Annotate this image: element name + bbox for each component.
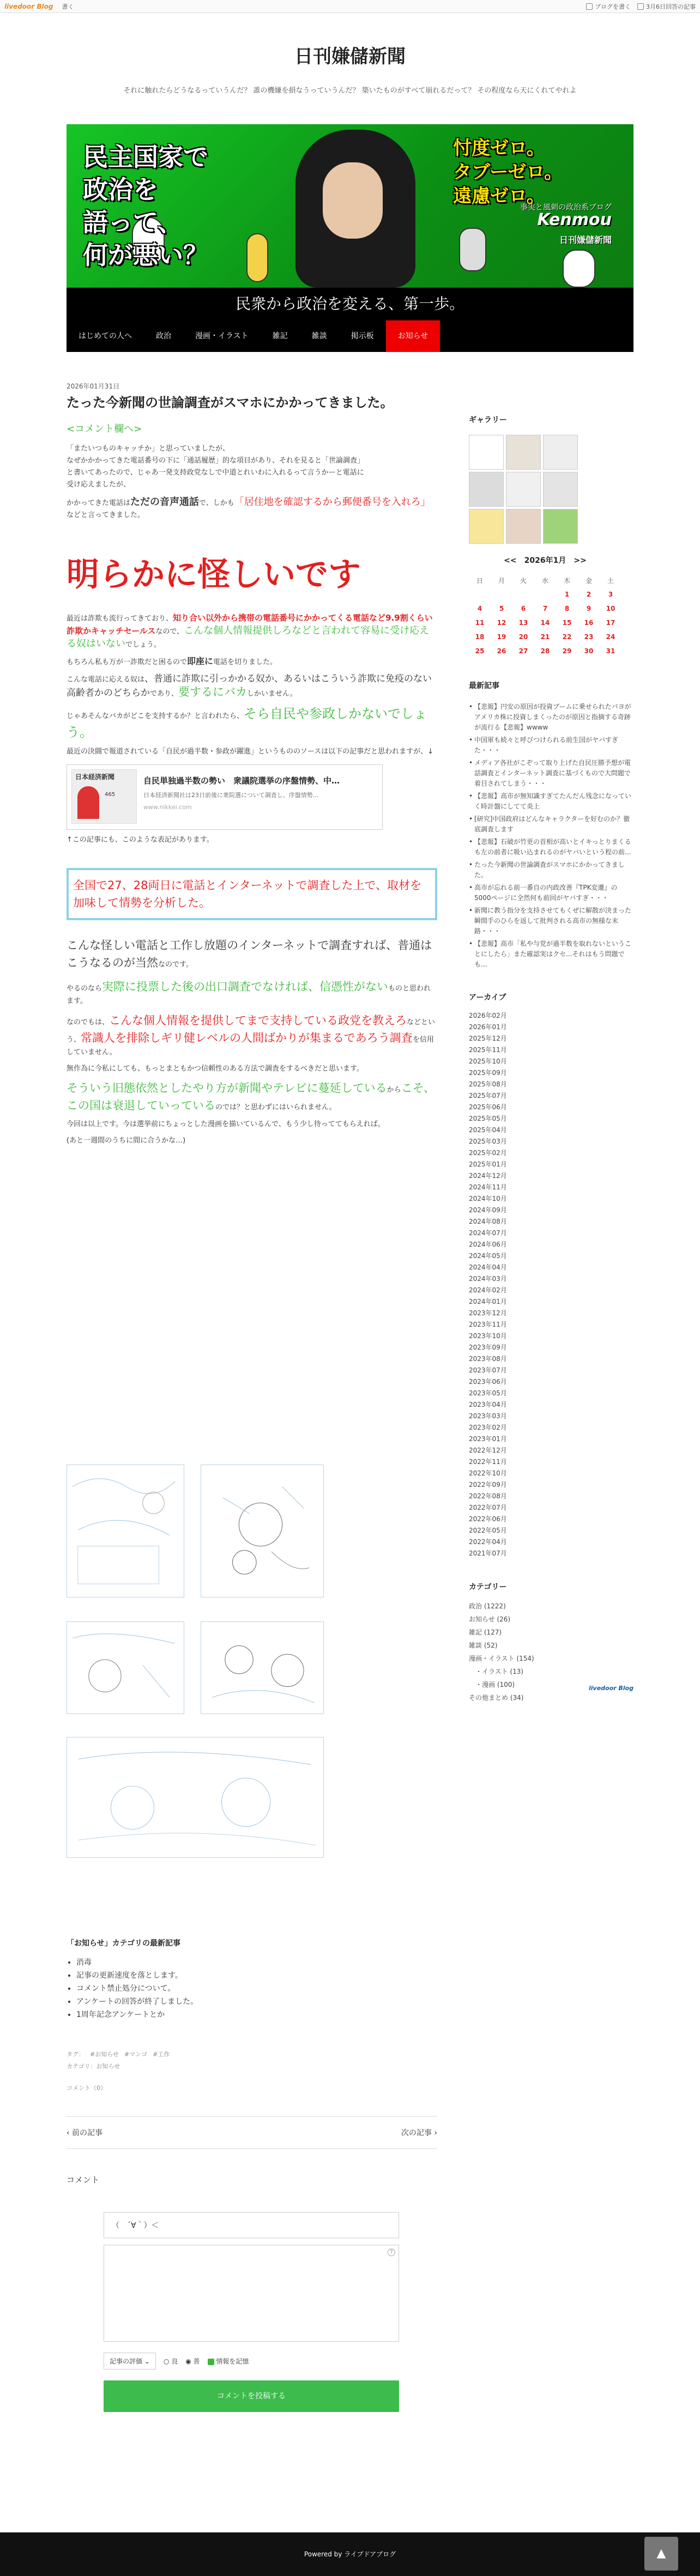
paragraph: ↑この記事にも、このような表記があります。	[67, 836, 214, 844]
text: なのでもは、	[67, 1018, 110, 1026]
archive-item[interactable]: 2022年09月	[469, 1481, 507, 1489]
calendar-nav[interactable]: << 2026年1月 >>	[504, 556, 587, 565]
recent-item[interactable]: • たった今新聞の世論調査がスマホにかかってきました。	[469, 860, 633, 880]
cal-date[interactable]: 8	[564, 605, 570, 612]
paragraph	[67, 496, 437, 521]
nav-chat[interactable]: 雑談	[311, 332, 327, 341]
cal-day: 土	[607, 576, 614, 585]
cal-date[interactable]: 18	[475, 633, 485, 641]
category-label[interactable]: カテゴリ：お知らせ	[67, 2063, 120, 2070]
logo-sub: Blog	[37, 2, 53, 10]
banner-slogan: 遠慮ゼロ。	[453, 185, 545, 207]
cal-date[interactable]: 28	[540, 647, 550, 655]
text: じゃあそんなバカがどこを支持するか？と言われたら、	[67, 712, 244, 720]
archive-item[interactable]: 2023年03月	[469, 1412, 507, 1420]
cal-day: 木	[563, 576, 570, 585]
archive-item[interactable]: 2024年03月	[469, 1275, 507, 1283]
archive-item[interactable]: 2023年12月	[469, 1309, 507, 1317]
paragraph	[67, 1012, 437, 1059]
tag-link[interactable]: #マンゴ	[124, 2051, 148, 2058]
archive-item[interactable]: 2023年09月	[469, 1344, 507, 1351]
gallery-grid	[469, 435, 633, 544]
archive-item[interactable]: 2022年04月	[469, 1538, 507, 1546]
cal-date[interactable]: 10	[606, 605, 615, 612]
banner-left-text	[83, 141, 208, 271]
archive-item[interactable]: 2025年01月	[469, 1161, 507, 1168]
write-blog-label: ブログを書く	[595, 3, 631, 10]
cal-date[interactable]: 7	[542, 605, 548, 612]
text-green: こそ、この国は衰退していっている	[67, 1082, 436, 1112]
nav-manga[interactable]: 漫画・イラスト	[195, 332, 249, 341]
archive-item[interactable]: 2022年05月	[469, 1527, 507, 1534]
archive-item[interactable]: 2024年07月	[469, 1229, 507, 1237]
category-item[interactable]: ・漫画 (100)	[475, 1681, 515, 1688]
livedoor-logo[interactable]	[4, 3, 53, 10]
recent-item[interactable]: • 【悲報】石破が竹更の首相が高いとイキっとりまくるも左の前者に吸い込まれるのがヤバいという程の前...	[469, 837, 633, 858]
archive-item[interactable]: 2022年12月	[469, 1447, 507, 1454]
archive-item[interactable]: 2022年07月	[469, 1504, 507, 1511]
banner-tagline: 民衆から政治を変える、第一歩。	[67, 288, 633, 320]
text: のでは？と思わずにはいられません。	[215, 1103, 336, 1111]
recent-item[interactable]: • [研究]中国政府はどんなキャラクターを好むのか？徹底調査します	[469, 814, 633, 835]
archive-item[interactable]: 2022年06月	[469, 1515, 507, 1523]
cal-date[interactable]: 2	[586, 591, 592, 598]
next-post-link[interactable]: 次の記事 ›	[401, 2129, 437, 2137]
cal-date[interactable]: 3	[608, 591, 613, 598]
cal-day: 日	[476, 576, 483, 585]
logo-main: livedoor	[4, 2, 35, 10]
checkbox-icon	[208, 2359, 214, 2365]
post-title[interactable]: たった今新聞の世論調査がスマホにかかってきました。	[67, 395, 394, 410]
site-title[interactable]: 日刊嫌儲新聞	[294, 46, 406, 68]
category-item[interactable]: 漫画・イラスト (154)	[469, 1655, 534, 1662]
paragraph: と書いてあったので、じゃあ一発支持政党なしで中道とれいわに入れるって言うかーと電話に	[67, 469, 364, 477]
archive-item[interactable]: 2025年04月	[469, 1126, 507, 1134]
recent-list	[469, 702, 633, 970]
archive-item[interactable]: 2024年05月	[469, 1252, 507, 1260]
link-card-title[interactable]: 自民単独過半数の勢い 衆議院選挙の序盤情勢、中…	[143, 776, 340, 786]
notice-item[interactable]: • 記事の更新速度を落とします。	[76, 1969, 437, 1982]
cal-date[interactable]: 9	[586, 605, 592, 612]
text: もちろん私も万が一詐欺だと困るので	[67, 658, 188, 666]
paragraph	[67, 937, 437, 974]
text: こんな電話に応える奴は	[67, 676, 145, 684]
calendar-table	[469, 573, 621, 658]
banner-line: 民主国家で	[83, 142, 208, 172]
text-green: こんな個人情報提供しろなどと言われて容易に受け応える奴はいない	[67, 625, 430, 649]
archive-item[interactable]: 2025年11月	[469, 1046, 507, 1054]
text: であり、	[150, 690, 179, 698]
archive-item[interactable]: 2022年10月	[469, 1469, 507, 1477]
link-card-info	[143, 769, 340, 825]
archive-item[interactable]: 2025年12月	[469, 1035, 507, 1042]
sidebar	[469, 381, 633, 1702]
cal-date[interactable]: 15	[562, 619, 572, 627]
paragraph: 無作為に今私にしても、もっとまともかつ信頼性のある方法で調査をするべきだと思います。	[67, 1065, 364, 1073]
paragraph: なぜかかかってきた電話番号の下に「通話履歴」的な項目があり、それを見ると「世論調査」	[67, 457, 365, 465]
paragraph	[67, 612, 437, 651]
quote-box: 全国で27、28両日に電話とインターネットで調査した上で、取材を加味して情勢を分析した。	[67, 868, 437, 920]
cal-day: 水	[541, 576, 548, 585]
paragraph: 受け応えましたが、	[67, 481, 131, 489]
text-bold: ただの音声通話	[130, 496, 200, 508]
tags-area	[67, 2049, 437, 2094]
nav-notice[interactable]: お知らせ	[386, 320, 440, 352]
comment-body-textarea[interactable]	[104, 2245, 399, 2342]
submit-comment-button[interactable]: コメントを投稿する	[104, 2380, 399, 2412]
cal-day: 金	[585, 576, 592, 585]
thumb-shape	[77, 786, 99, 819]
archive-item[interactable]: 2025年08月	[469, 1080, 507, 1088]
nav-beginners[interactable]: はじめての人へ	[79, 332, 132, 341]
paragraph: 今回は以上です。今は選挙前にちょっとした漫画を描いているんで、もう少し待っててもらえれば。	[67, 1120, 385, 1128]
answer-post-label: 3月6日回答の記事	[646, 3, 696, 10]
text-green: そら自民や参政しかないでしょう。	[67, 706, 427, 740]
text: しかいません。	[247, 690, 297, 698]
cal-date[interactable]: 25	[475, 647, 485, 655]
comment-anchor-link[interactable]: <コメント欄へ>	[67, 423, 142, 435]
text-red: 知り合い以外から携帯の電話番号にかかってくる電話など9.9割くらい詐欺かキャッチセールス	[67, 613, 433, 636]
cal-date[interactable]: 22	[562, 633, 572, 641]
category-item[interactable]: ・イラスト (13)	[475, 1668, 524, 1675]
manga-sketch-2[interactable]	[201, 1465, 324, 1597]
link-card-url: www.nikkei.com	[143, 804, 192, 811]
livedoor-blog-badge[interactable]: livedoor Blog	[588, 1685, 633, 1692]
recent-item[interactable]: • 【悲報】高市「私や与党が過半数を取れないということにしたら」また確認実はクセ...それはもう問題でも...	[469, 939, 633, 970]
archive-item[interactable]: 2021年07月	[469, 1550, 507, 1557]
gallery-thumb[interactable]	[506, 472, 541, 507]
rating-label: 記事の評価	[110, 2358, 143, 2365]
cal-date[interactable]: 31	[606, 647, 615, 655]
link-card[interactable]	[67, 764, 383, 830]
recent-item[interactable]: • 高市が忘れる前一番自の内政改善『TPK変遷』の5000ページに全然何も前回がヤバすぎ・・・	[469, 883, 633, 903]
notice-latest-heading: 「お知らせ」カテゴリの最新記事	[67, 1939, 181, 1948]
cal-date[interactable]: 24	[606, 633, 615, 641]
cal-date[interactable]: 27	[518, 647, 528, 655]
archive-item[interactable]: 2025年05月	[469, 1115, 507, 1122]
text: でしょう。	[125, 641, 161, 649]
gallery-thumb[interactable]	[543, 509, 578, 544]
recent-heading: 最新記事	[469, 682, 499, 690]
comment-name-input[interactable]: （ ´∀｀）＜	[104, 2212, 399, 2238]
nav-politics[interactable]: 政治	[156, 332, 171, 341]
text: 電話を切りました。	[213, 658, 277, 666]
cal-date	[491, 587, 512, 602]
archive-item[interactable]: 2024年06月	[469, 1241, 507, 1248]
text: なのです。	[158, 961, 193, 969]
article-footer	[67, 1932, 437, 2185]
tag-link[interactable]: #工作	[153, 2051, 170, 2058]
text: を信用していません。	[67, 1036, 434, 1056]
main-nav	[67, 320, 633, 352]
archive-item[interactable]: 2023年01月	[469, 1435, 507, 1443]
notice-item[interactable]: • 消毒	[76, 1956, 437, 1969]
footer: Powered by ライブドアブログ	[0, 2532, 700, 2576]
banner-character-face	[323, 162, 383, 239]
text: 最近は詐欺も流行ってきており、	[67, 615, 173, 623]
cal-date[interactable]: 23	[584, 633, 594, 641]
cal-date[interactable]: 12	[497, 619, 506, 627]
archive-list	[469, 1010, 633, 1559]
paragraph	[67, 1079, 437, 1114]
notice-latest-list	[67, 1956, 437, 2021]
gallery-thumb[interactable]	[469, 435, 504, 470]
radio-normal[interactable]: ◉ 普	[185, 2358, 200, 2365]
text-bold: 即座に	[187, 656, 214, 666]
archive-item[interactable]: 2023年04月	[469, 1401, 507, 1408]
archive-item[interactable]: 2023年07月	[469, 1366, 507, 1374]
article	[67, 381, 437, 1147]
write-blog-link[interactable]	[586, 2, 631, 11]
archive-item[interactable]: 2024年10月	[469, 1195, 507, 1202]
category-item[interactable]: 政治 (1222)	[469, 1602, 506, 1610]
text-red: こんな個人情報を提供してまで支持している政党を教えろ	[109, 1014, 407, 1027]
cal-date[interactable]: 13	[518, 619, 528, 627]
archive-item[interactable]: 2025年06月	[469, 1103, 507, 1111]
radio-good[interactable]: ○ 良	[163, 2358, 178, 2365]
archive-item[interactable]: 2025年09月	[469, 1069, 507, 1077]
gallery-thumb[interactable]	[469, 509, 504, 544]
cal-date[interactable]: 19	[497, 633, 506, 641]
text: やるのなら	[67, 985, 102, 993]
cal-date[interactable]: 6	[521, 605, 526, 612]
paragraph: 「またいつものキャッチか」と思っていましたが、	[67, 445, 230, 453]
paragraph: (あと一週間のうちに間に合うかな…)	[67, 1137, 186, 1145]
banner-subtitle: 事実と風刺の政治系ブログ	[520, 203, 612, 212]
recent-item[interactable]: • 【悲報】高市が無知識すぎてたんだん残念になっていく時計盤にしてて炎上	[469, 791, 633, 812]
cal-date	[534, 587, 556, 602]
cal-date[interactable]: 1	[564, 591, 570, 598]
category-item[interactable]: お知らせ (26)	[469, 1615, 511, 1623]
recent-item[interactable]: • 中国軍も続々と呼びつけられる前生国がヤバすぎた・・・	[469, 735, 633, 756]
manga-sketch-3[interactable]	[67, 1621, 184, 1714]
archive-item[interactable]: 2022年08月	[469, 1492, 507, 1500]
archive-item[interactable]: 2023年06月	[469, 1378, 507, 1386]
archive-item[interactable]: 2024年01月	[469, 1298, 507, 1305]
topbar-write-link[interactable]: 書く	[62, 3, 74, 10]
text: なので、	[155, 628, 184, 636]
banner-paper-name: 日刊嫌儲新聞	[559, 235, 612, 245]
paragraph: 最近の決闘で報道されている「自民が過半数・参政が躍進」というもののソースは以下の記事だと思われますが、↓	[67, 748, 433, 756]
radio-good-label: 良	[171, 2358, 178, 2365]
comment-heading: コメント	[67, 2175, 100, 2185]
cal-date[interactable]: 26	[497, 647, 506, 655]
manga-sketch-1[interactable]	[67, 1465, 184, 1597]
category-heading: カテゴリー	[469, 1583, 507, 1591]
banner-slogan: 忖度ゼロ。	[453, 137, 545, 159]
banner-creature-2	[246, 233, 268, 282]
help-icon[interactable]: ?	[388, 2249, 395, 2256]
cal-date[interactable]: 29	[562, 647, 572, 655]
header-banner[interactable]	[67, 124, 633, 320]
manga-sketch-5[interactable]	[67, 1737, 324, 1858]
top-bar	[0, 0, 700, 13]
link-card-thumbnail	[71, 769, 137, 824]
thumb-number: 465	[105, 792, 116, 798]
calendar	[469, 555, 621, 658]
notice-item[interactable]: • アンケートの回答が終了しました。	[76, 1995, 437, 2008]
text-large: 、普通に詐欺に引っかかる奴か、あるいはこういう詐欺に免疫のない高齢者かのどちらか	[67, 673, 432, 698]
manga-sketch-4[interactable]	[201, 1621, 324, 1714]
cal-day: 火	[520, 576, 527, 585]
recent-item[interactable]: • メディア各社がこぞって取り上げた自民圧勝予想が電話調査とインターネット調査に基づくもので大問題で着目されてしまう・・・	[469, 758, 633, 789]
cal-date[interactable]: 5	[499, 605, 504, 612]
text: などという、	[67, 1018, 436, 1044]
topbar-right	[586, 2, 696, 11]
nav-board[interactable]: 掲示板	[351, 332, 374, 341]
post-date: 2026年01月31日	[67, 382, 120, 390]
archive-item[interactable]: 2023年11月	[469, 1321, 507, 1328]
notice-item[interactable]: • 1周年記念アンケートとか	[76, 2008, 437, 2021]
paragraph	[67, 704, 437, 742]
recent-item[interactable]: • 【悲報】円安の原因が投資ブームに乗せられたパヨがアメリカ株に投資しまくったのが原因と指摘する奇跡が流行る【悲報】wwww	[469, 702, 633, 733]
paragraph	[67, 978, 437, 1007]
text-green: 要するにバカ	[178, 685, 248, 698]
text: ものと思われます。	[67, 985, 431, 1005]
comments-count[interactable]: コメント（0）	[67, 2085, 106, 2092]
remember-checkbox[interactable]	[208, 2356, 249, 2366]
thumb-text: 日本経済新聞	[75, 773, 115, 781]
banner-line: 何が悪い？	[83, 240, 208, 270]
gallery-heading: ギャラリー	[469, 416, 507, 424]
recent-item[interactable]: • 新聞に教う指分を支持させてもくぜに解散が決まった瞬間手のひらを返して批判される高市の無様な末路・・・	[469, 906, 633, 937]
text-green: こんな怪しい電話と工作し放題のインターネットで調査すれば、普通はこうなるのが当然	[67, 939, 432, 969]
archive-item[interactable]: 2025年03月	[469, 1138, 507, 1145]
cal-date[interactable]: 4	[477, 605, 482, 612]
cal-date[interactable]: 14	[540, 619, 550, 627]
cal-date[interactable]: 30	[584, 647, 594, 655]
archive-item[interactable]: 2025年02月	[469, 1149, 507, 1157]
remember-label: 情報を記憶	[216, 2358, 249, 2365]
archive-item[interactable]: 2023年08月	[469, 1355, 507, 1363]
category-item[interactable]: 雑記 (127)	[469, 1629, 502, 1636]
archive-item[interactable]: 2026年01月	[469, 1023, 507, 1031]
link-card-desc: 日本経済新聞社は23日前後に衆院選について調査し、序盤情勢…	[143, 792, 319, 799]
cal-date	[512, 587, 534, 602]
banner-line: 政治を	[83, 175, 158, 204]
archive-item[interactable]: 2024年12月	[469, 1172, 507, 1180]
gallery-thumb[interactable]	[543, 435, 578, 470]
archive-heading: アーカイブ	[469, 993, 506, 1002]
archive-item[interactable]: 2024年02月	[469, 1286, 507, 1294]
banner-creature-4	[563, 250, 595, 288]
back-to-top-button[interactable]: ▲	[644, 2537, 678, 2571]
text: で、しかも	[199, 499, 234, 507]
pager	[67, 2116, 437, 2149]
archive-item[interactable]: 2024年09月	[469, 1206, 507, 1214]
answer-post-link[interactable]	[637, 2, 696, 11]
cal-day: 月	[498, 576, 505, 585]
category-item[interactable]: その他まとめ (34)	[469, 1694, 524, 1702]
banner-line: 語って、	[83, 208, 183, 237]
cal-date[interactable]: 21	[540, 633, 550, 641]
nav-misc[interactable]: 雑記	[272, 332, 288, 341]
archive-item[interactable]: 2024年11月	[469, 1183, 507, 1191]
comment-options	[104, 2353, 399, 2370]
gallery-thumb[interactable]	[506, 509, 541, 544]
banner-creature-3	[459, 228, 486, 271]
rating-select[interactable]: 記事の評価 ⌄	[104, 2353, 156, 2370]
archive-item[interactable]: 2024年08月	[469, 1218, 507, 1225]
gallery-thumb[interactable]	[543, 472, 578, 507]
archive-item[interactable]: 2025年10月	[469, 1058, 507, 1065]
text-red: 常識人を排除しギリ健レベルの人間ばかりが集まるであろう調査	[81, 1031, 413, 1044]
prev-post-link[interactable]: ‹ 前の記事	[67, 2129, 103, 2137]
text-green: 実際に投票した後の出口調査でなければ、信憑性がない	[102, 980, 389, 993]
cal-date[interactable]: 11	[475, 619, 485, 627]
cal-date[interactable]: 17	[606, 619, 615, 627]
paragraph	[67, 655, 437, 669]
cal-date[interactable]: 20	[518, 633, 528, 641]
cal-date[interactable]: 16	[584, 619, 594, 627]
archive-item[interactable]: 2026年02月	[469, 1012, 507, 1019]
text: から	[387, 1086, 401, 1094]
text: などと言ってきました。	[67, 511, 145, 519]
archive-item[interactable]: 2022年11月	[469, 1458, 507, 1466]
archive-item[interactable]: 2023年05月	[469, 1389, 507, 1397]
banner-slogan: タブーゼロ。	[453, 161, 563, 183]
archive-item[interactable]: 2023年10月	[469, 1332, 507, 1340]
pencil-icon	[586, 3, 593, 10]
paragraph	[67, 673, 437, 700]
archive-item[interactable]: 2023年02月	[469, 1424, 507, 1431]
text-green: そういう旧態依然としたやり方が新聞やテレビに蔓延している	[67, 1082, 387, 1095]
gallery-thumb[interactable]	[469, 472, 504, 507]
headline: 明らかに怪しいです	[67, 556, 361, 594]
radio-normal-label: 普	[193, 2358, 200, 2365]
gallery-thumb[interactable]	[506, 435, 541, 470]
text-red: 「居住地を確認するから郵便番号を入れろ」	[234, 496, 431, 508]
category-item[interactable]: 雑談 (52)	[469, 1642, 498, 1649]
doc-icon	[637, 3, 644, 10]
banner-right-text	[453, 136, 563, 208]
tags-label: タグ：	[67, 2051, 85, 2058]
archive-item[interactable]: 2024年04月	[469, 1263, 507, 1271]
site-description: それに触れたらどうなるっていうんだ？ 誰の機嫌を損なうっていうんだ？ 築いたものがすべて崩れるだって？ その程度なら天にくれてやれよ	[123, 87, 577, 95]
banner-kenmou: Kenmou	[537, 210, 612, 229]
archive-item[interactable]: 2025年07月	[469, 1092, 507, 1099]
tag-link[interactable]: #お知らせ	[90, 2051, 119, 2058]
text: かかってきた電話は	[67, 499, 131, 507]
cal-date	[469, 587, 491, 602]
comment-form	[104, 2212, 399, 2412]
notice-item[interactable]: • コメント禁止処分について。	[76, 1982, 437, 1995]
